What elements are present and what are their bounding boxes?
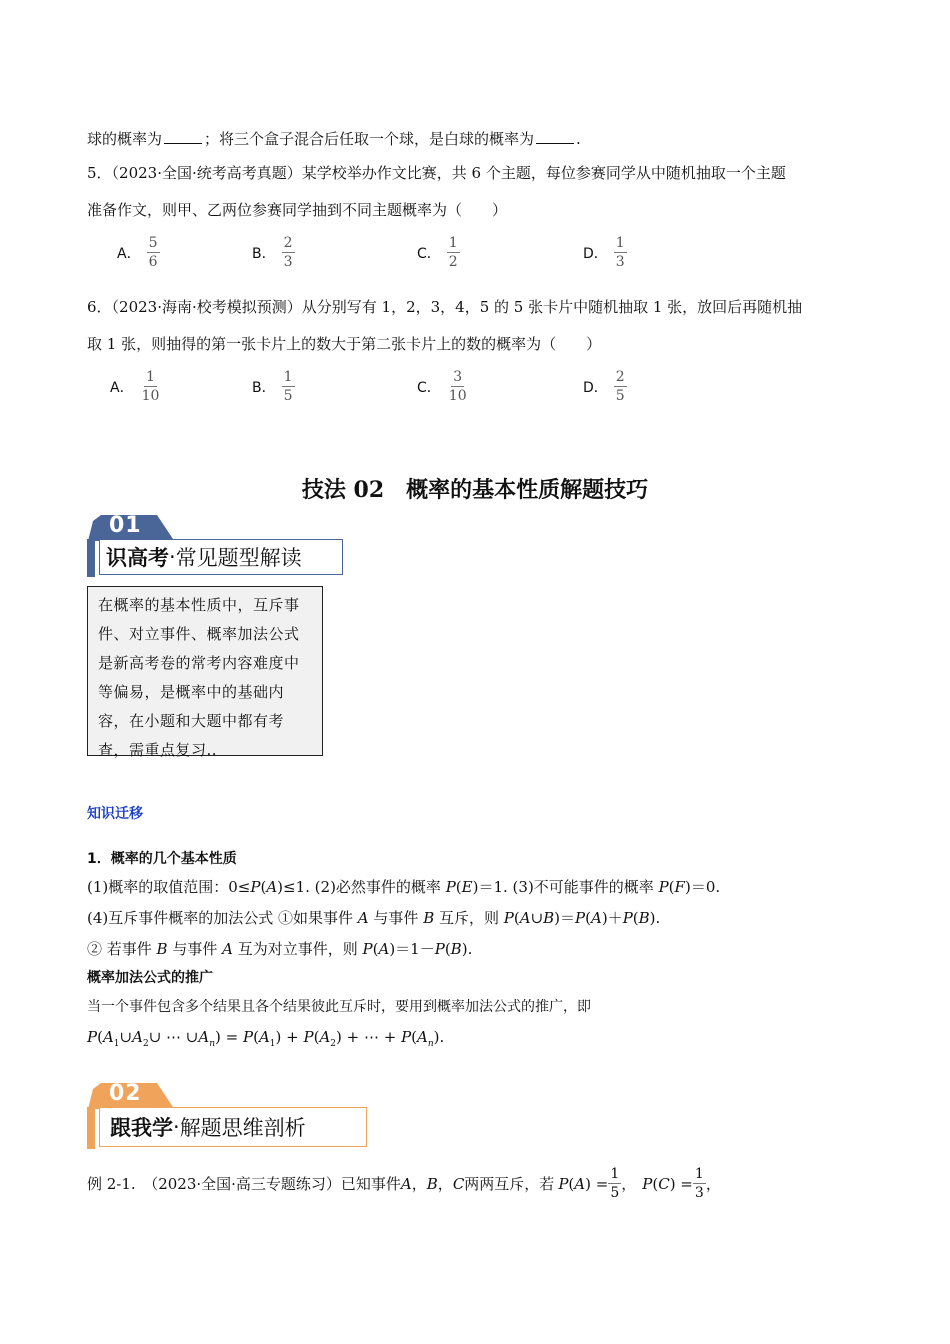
formula-pc-eq: P(C) = bbox=[642, 1174, 693, 1193]
badge-bold-text: 跟我学 bbox=[110, 1116, 173, 1140]
knowledge-line-4: 当一个事件包含多个结果且各个结果彼此互斥时，要用到概率加法公式的推广，即 bbox=[87, 999, 591, 1015]
formula-paren: ( bbox=[260, 878, 267, 896]
q6-line-1: 6．（2023·海南·校考模拟预测）从分别写有 1，2，3，4，5 的 5 张卡片中随机抽取 1 张，放回后再随机抽 bbox=[87, 298, 803, 316]
answer-blank-2[interactable] bbox=[536, 129, 574, 144]
badge-rest-text: 解题思维剖析 bbox=[179, 1116, 306, 1140]
text-segment: ， bbox=[411, 1174, 427, 1193]
q5-option-d[interactable] bbox=[583, 235, 627, 270]
text-segment: (1)概率的取值范围：0≤ bbox=[87, 878, 251, 896]
formula-var: B bbox=[156, 940, 168, 958]
formula-var: F bbox=[674, 878, 685, 896]
formula-var: B bbox=[426, 1174, 438, 1193]
fraction: $\frac{2}{3}$ bbox=[283, 235, 293, 270]
text-segment: . bbox=[467, 940, 473, 958]
section-badge-02 bbox=[87, 1083, 362, 1149]
q6-line-2: 取 1 张，则抽得的第一张卡片上的数大于第二张卡片上的数的概率为（ ） bbox=[87, 335, 602, 353]
text-segment: ② 若事件 bbox=[87, 940, 157, 958]
q5-option-c[interactable] bbox=[417, 235, 460, 270]
q4-text-3: . bbox=[576, 130, 581, 148]
formula-paren: ) bbox=[684, 878, 691, 896]
text-segment: 互斥，则 bbox=[434, 909, 504, 927]
option-label: D． bbox=[583, 245, 608, 262]
formula-pa-eq: P(A) = bbox=[558, 1174, 609, 1193]
formula-var: A bbox=[266, 878, 278, 896]
addition-formula: P(A∪B)＝P(A)＋P(B) bbox=[503, 909, 656, 927]
fraction: $\frac{1}{2}$ bbox=[448, 235, 458, 270]
section-title: 技法 02 概率的基本性质解题技巧 bbox=[301, 477, 649, 503]
fraction: $\frac{2}{5}$ bbox=[615, 369, 625, 404]
text-segment: 与事件 bbox=[368, 909, 424, 927]
knowledge-subheading-2: 概率加法公式的推广 bbox=[87, 970, 213, 986]
badge-label-box bbox=[99, 1107, 367, 1147]
q4-tail-line bbox=[87, 128, 581, 150]
text-segment: ≤1. (2)必然事件的概率 bbox=[283, 878, 446, 896]
formula-var: B bbox=[423, 909, 435, 927]
text-segment: 互为对立事件，则 bbox=[232, 940, 363, 958]
q5-option-a[interactable] bbox=[117, 235, 160, 270]
text-segment: ， bbox=[621, 1174, 637, 1193]
formula-paren: ) bbox=[277, 878, 284, 896]
fraction: $\frac{1}{10}$ bbox=[141, 369, 160, 404]
option-label: C． bbox=[417, 245, 441, 262]
fraction: $\frac{1}{3}$ bbox=[615, 235, 625, 270]
q6-option-d[interactable] bbox=[583, 369, 627, 404]
q4-text-2: ；将三个盒子混合后任取一个球，是白球的概率为 bbox=[204, 130, 535, 148]
formula-pa: P bbox=[250, 878, 261, 896]
formula-paren: ) bbox=[472, 878, 479, 896]
formula-paren: ( bbox=[455, 878, 462, 896]
badge-bold-text: 识高考 bbox=[106, 546, 169, 570]
q5-line-2: 准备作文，则甲、乙两位参赛同学抽到不同主题概率为（ ） bbox=[87, 201, 508, 219]
text-segment: ＝1. (3)不可能事件的概率 bbox=[478, 878, 659, 896]
formula-paren: ( bbox=[668, 878, 675, 896]
badge-label-box bbox=[99, 539, 343, 575]
knowledge-line-1 bbox=[87, 876, 720, 898]
option-label: A． bbox=[117, 245, 141, 262]
generalized-addition-formula: $P(A_1\cup A_2\cup$ ⋯ $\cup A_n) = P(A_1) + P(A_2)$ + ⋯ + $P(A_n)$. bbox=[87, 1028, 445, 1049]
fraction: $\frac{5}{6}$ bbox=[148, 235, 158, 270]
badge-number: 02 bbox=[109, 1081, 142, 1106]
text-segment: 与事件 bbox=[167, 940, 223, 958]
option-label: B． bbox=[252, 379, 276, 396]
fraction: $\frac{1}{5}$ bbox=[610, 1166, 620, 1201]
text-segment: ＝0. bbox=[690, 878, 721, 896]
text-segment: ， bbox=[705, 1174, 721, 1193]
knowledge-line-2 bbox=[87, 907, 660, 929]
badge-dot: · bbox=[173, 1115, 180, 1139]
text-segment: 例 2-1. （2023·全国·高三专题练习）已知事件 bbox=[87, 1174, 401, 1193]
formula-var: E bbox=[461, 878, 473, 896]
text-segment: 两两互斥，若 bbox=[464, 1174, 555, 1193]
badge-rest-text: 常见题型解读 bbox=[175, 546, 302, 570]
text-segment: (4)互斥事件概率的加法公式 ①如果事件 bbox=[87, 909, 358, 927]
knowledge-line-3 bbox=[87, 938, 472, 960]
formula-var: C bbox=[452, 1174, 465, 1193]
q5-option-b[interactable] bbox=[252, 235, 295, 270]
badge-side-bar bbox=[87, 539, 95, 577]
q6-option-b[interactable] bbox=[252, 369, 295, 404]
option-label: B． bbox=[252, 245, 276, 262]
complement-formula: P(A)＝1－P(B) bbox=[362, 940, 468, 958]
answer-blank-1[interactable] bbox=[164, 129, 202, 144]
q5-line-1: 5．（2023·全国·统考高考真题）某学校举办作文比赛，共 6 个主题，每位参赛同学从中随机抽取一个主题 bbox=[87, 164, 786, 182]
formula-var: A bbox=[400, 1174, 412, 1193]
option-label: C． bbox=[417, 379, 441, 396]
q4-text-1: 球的概率为 bbox=[87, 130, 163, 148]
badge-number: 01 bbox=[109, 513, 142, 538]
formula-pe: P bbox=[445, 878, 456, 896]
fraction: $\frac{3}{10}$ bbox=[448, 369, 467, 404]
badge-dot: · bbox=[169, 545, 176, 569]
q6-option-c[interactable] bbox=[417, 369, 469, 404]
fraction: $\frac{1}{3}$ bbox=[694, 1166, 704, 1201]
badge-side-bar bbox=[87, 1107, 95, 1149]
knowledge-heading: 知识迁移 bbox=[87, 806, 143, 822]
fraction: $\frac{1}{5}$ bbox=[283, 369, 293, 404]
formula-var: A bbox=[222, 940, 233, 958]
text-segment: ， bbox=[437, 1174, 453, 1193]
text-segment: . bbox=[655, 909, 661, 927]
option-label: A． bbox=[110, 379, 134, 396]
section-badge-01 bbox=[87, 515, 342, 577]
summary-box: 在概率的基本性质中，互斥事件、对立事件、概率加法公式是新高考卷的常考内容难度中等偏易，是概率中的基础内容，在小题和大题中都有考查，需重点复习.. bbox=[87, 586, 323, 756]
example-2-1 bbox=[87, 1166, 721, 1201]
option-label: D． bbox=[583, 379, 608, 396]
formula-var: A bbox=[357, 909, 369, 927]
q6-option-a[interactable] bbox=[110, 369, 161, 404]
formula-pf: P bbox=[658, 878, 669, 896]
knowledge-subheading-1: 1．概率的几个基本性质 bbox=[87, 851, 237, 867]
